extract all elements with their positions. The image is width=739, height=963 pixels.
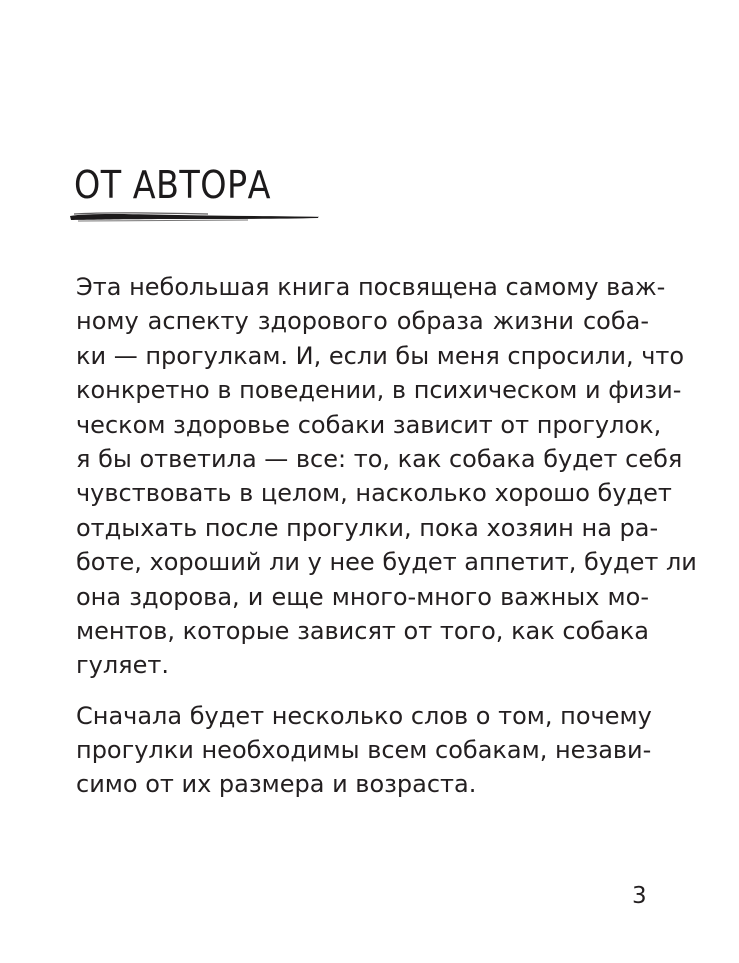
text-line: симо от их размера и возраста. [76, 770, 477, 799]
text-line: прогулки необходимы всем собакам, незави- [76, 736, 652, 765]
heading-brush-underline [68, 208, 320, 224]
text-line: ментов, которые зависят от того, как собака [76, 616, 649, 645]
page-number: 3 [632, 883, 647, 909]
paragraph-2 [76, 699, 652, 802]
text-line: боте, хороший ли у нее будет аппетит, будет ли [76, 548, 697, 577]
text-line: отдыхать после прогулки, пока хозяин на ра- [76, 513, 659, 542]
text-line: ки — прогулкам. И, если бы меня спросили, что [76, 341, 685, 370]
text-line: гуляет. [76, 651, 169, 680]
chapter-heading: ОТ АВТОРА [74, 163, 271, 207]
text-line: конкретно в поведении, в психическом и физи- [76, 376, 682, 405]
text-line: Сначала будет несколько слов о том, почему [76, 701, 652, 730]
text-line: я бы ответила — все: то, как собака будет себя [76, 444, 683, 473]
text-line: она здорова, и еще много-много важных мо- [76, 582, 649, 611]
paragraph-1 [76, 270, 697, 683]
body-text [76, 270, 697, 802]
text-line: ному аспекту здорового образа жизни соба- [76, 307, 649, 336]
text-line: чувствовать в целом, насколько хорошо будет [76, 479, 672, 508]
text-line: Эта небольшая книга посвящена самому важ- [76, 273, 666, 301]
text-line: ческом здоровье собаки зависит от прогулок, [76, 410, 662, 439]
paragraph-spacer [76, 683, 649, 699]
